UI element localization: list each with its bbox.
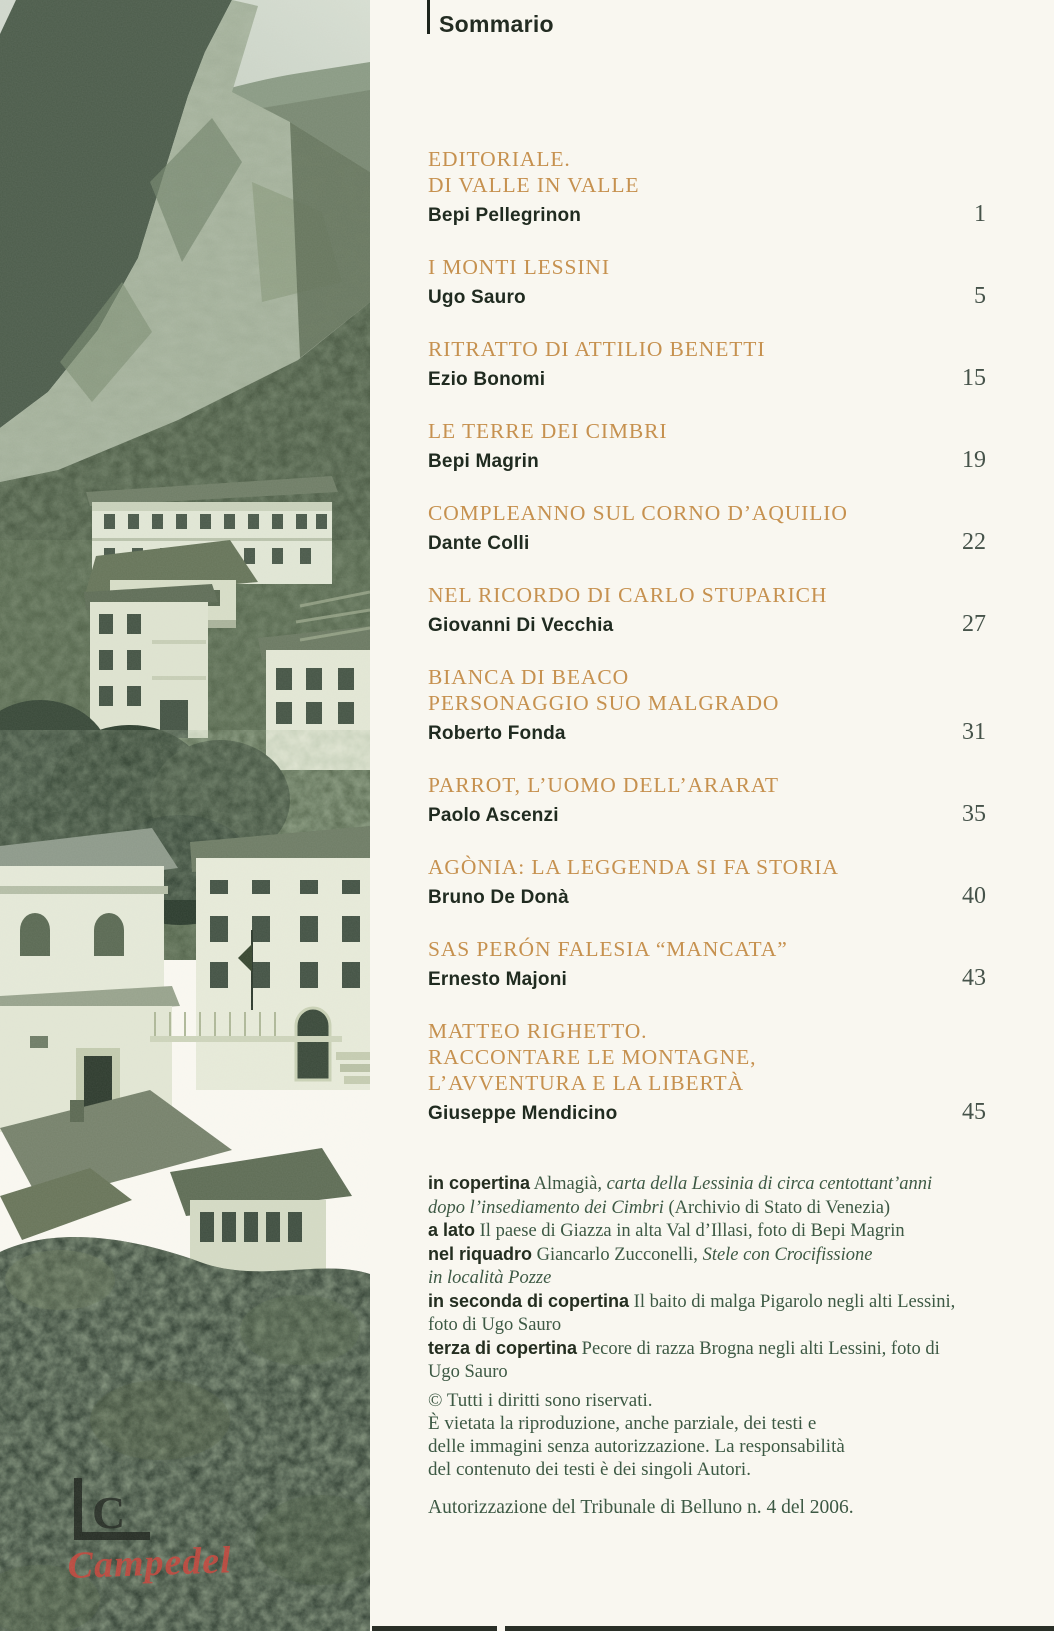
toc-entry [428, 254, 986, 310]
article-title-line: NEL RICORDO DI CARLO STUPARICH [428, 583, 828, 607]
toc-entry-row [428, 530, 986, 556]
article-title-line: RITRATTO DI ATTILIO BENETTI [428, 337, 766, 361]
photo-grain [0, 0, 370, 1631]
article-title-line: SAS PERÓN FALESIA “MANCATA” [428, 937, 788, 961]
article-title-line: BIANCA DI BEACO [428, 665, 630, 689]
copyright-notice [428, 1389, 948, 1481]
article-page-number: 31 [962, 719, 986, 745]
toc-entry-row [428, 448, 986, 474]
credit-line [428, 1290, 988, 1314]
credit-segment: (Archivio di Stato di Venezia) [663, 1197, 891, 1218]
article-page-number: 35 [962, 801, 986, 827]
article-title-line: L’AVVENTURA E LA LIBERTÀ [428, 1071, 744, 1095]
bottom-edge-strip [505, 1626, 1054, 1631]
credit-line [428, 1243, 988, 1267]
article-page-number: 45 [962, 1099, 986, 1125]
toc-entry [428, 500, 986, 556]
header-rule [427, 0, 430, 34]
credit-segment: dopo l’insediamento dei Cimbri [428, 1197, 664, 1218]
toc-entry-row [428, 612, 986, 638]
photo-credits [428, 1172, 988, 1384]
article-page-number: 43 [962, 965, 986, 991]
article-page-number: 27 [962, 611, 986, 637]
credit-segment: foto di Ugo Sauro [428, 1315, 562, 1335]
article-author: Bepi Pellegrinon [428, 205, 582, 226]
article-author: Bepi Magrin [428, 451, 539, 472]
copyright-line: del contenuto dei testi è dei singoli Autori. [428, 1459, 751, 1480]
toc-entry-row [428, 1100, 986, 1126]
credit-segment: Almagià, [530, 1174, 607, 1194]
article-title-line: PERSONAGGIO SUO MALGRADO [428, 691, 780, 715]
toc-entry-row [428, 202, 986, 228]
article-page-number: 5 [974, 283, 986, 309]
credit-segment: Il paese di Giazza in alta Val d’Illasi, foto di Bepi Magrin [475, 1221, 905, 1241]
toc-entry-row [428, 366, 986, 392]
article-author: Ugo Sauro [428, 287, 526, 308]
article-author: Ernesto Majoni [428, 969, 567, 990]
credit-line [428, 1360, 988, 1384]
article-page-number: 1 [974, 201, 986, 227]
page-title: Sommario [439, 11, 554, 37]
credit-line [428, 1337, 988, 1361]
credit-segment: Stele con Crocifissione [702, 1244, 873, 1265]
toc-entry-row [428, 284, 986, 310]
campedel-logo-text: Campedel [66, 1539, 233, 1587]
credit-line [428, 1313, 988, 1337]
article-title-line: LE TERRE DEI CIMBRI [428, 419, 668, 443]
article-title-line: MATTEO RIGHETTO. [428, 1019, 648, 1043]
article-page-number: 15 [962, 365, 986, 391]
credit-segment: Ugo Sauro [428, 1362, 508, 1382]
toc-entry [428, 336, 986, 392]
credit-segment: Pecore di razza Brogna negli alti Lessini, foto di [577, 1338, 940, 1359]
toc-entry [428, 772, 986, 828]
article-title-line: EDITORIALE. [428, 147, 571, 171]
copyright-line: delle immagini senza autorizzazione. La responsabilità [428, 1436, 845, 1457]
copyright-line: È vietata la riproduzione, anche parziale, dei testi e [428, 1413, 817, 1434]
credit-segment: carta della Lessinia di circa centottant’anni [606, 1174, 933, 1194]
credit-line [428, 1196, 988, 1220]
toc-entry-row [428, 720, 986, 746]
toc-entry [428, 582, 986, 638]
credit-segment: a lato [428, 1220, 476, 1240]
article-author: Paolo Ascenzi [428, 805, 559, 826]
article-author: Bruno De Donà [428, 887, 569, 908]
toc-entry-row [428, 802, 986, 828]
toc-entry [428, 1018, 986, 1126]
toc-entry [428, 854, 986, 910]
article-title-line: DI VALLE IN VALLE [428, 173, 640, 197]
credit-line [428, 1172, 988, 1196]
table-of-contents [428, 146, 986, 1152]
credit-segment: in località Pozze [428, 1268, 552, 1288]
article-title-line: RACCONTARE LE MONTAGNE, [428, 1045, 757, 1069]
copyright-line: © Tutti i diritti sono riservati. [428, 1390, 653, 1411]
cover-photo [0, 0, 370, 1631]
article-title-line: PARROT, L’UOMO DELL’ARARAT [428, 773, 779, 797]
credit-line [428, 1219, 988, 1243]
toc-entry-row [428, 884, 986, 910]
toc-entry [428, 936, 986, 992]
article-author: Dante Colli [428, 533, 530, 554]
article-page-number: 40 [962, 883, 986, 909]
article-title-line: COMPLEANNO SUL CORNO D’AQUILIO [428, 501, 848, 525]
credit-segment: in copertina [428, 1173, 531, 1193]
credit-segment: Il baito di malga Pigarolo negli alti Lessini, [629, 1291, 956, 1312]
toc-entry [428, 418, 986, 474]
bottom-edge-strip [372, 1626, 497, 1631]
tribunal-authorization: Autorizzazione del Tribunale di Belluno n. 4 del 2006. [428, 1497, 854, 1518]
credit-segment: in seconda di copertina [428, 1290, 630, 1311]
article-page-number: 22 [962, 529, 986, 555]
article-author: Giovanni Di Vecchia [428, 615, 614, 636]
article-author: Ezio Bonomi [428, 369, 546, 390]
credit-line [428, 1266, 988, 1290]
village-photo-illustration [0, 0, 370, 1631]
credit-segment: Giancarlo Zucconelli, [532, 1244, 703, 1265]
article-author: Giuseppe Mendicino [428, 1103, 618, 1124]
credit-segment: terza di copertina [428, 1337, 578, 1358]
campedel-emblem-letter: C [92, 1487, 126, 1538]
article-title-line: AGÒNIA: LA LEGGENDA SI FA STORIA [428, 855, 839, 879]
toc-entry-row [428, 966, 986, 992]
article-author: Roberto Fonda [428, 723, 566, 744]
toc-entry [428, 664, 986, 746]
article-page-number: 19 [962, 447, 986, 473]
article-title-line: I MONTI LESSINI [428, 255, 610, 279]
credit-segment: nel riquadro [428, 1243, 533, 1264]
toc-entry [428, 146, 986, 228]
